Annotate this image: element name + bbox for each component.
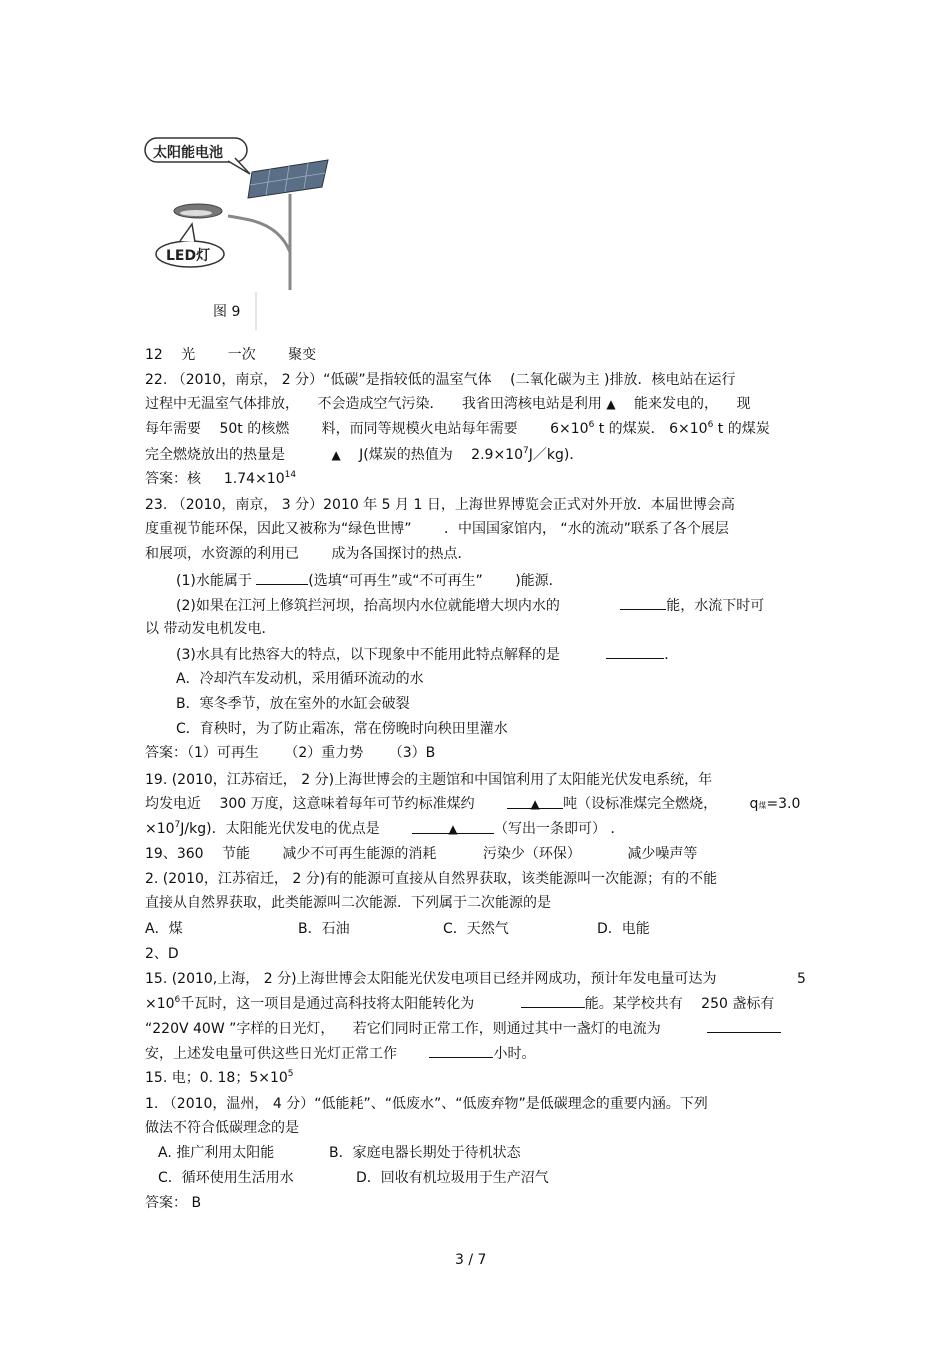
- page-number: 3 / 7: [455, 1252, 487, 1268]
- question-text: 和展项，水资源的利用已 成为各国探讨的热点．: [145, 546, 472, 562]
- question-text: 安，上述发电量可供这些日光灯正常工作 小时。: [145, 1046, 536, 1062]
- answer-line: 2、D: [145, 946, 179, 962]
- figure-caption: 图 9: [213, 304, 241, 320]
- answer-line: 19、360 节能 减少不可再生能源的消耗 污染少（环保） 减少噪声等: [145, 846, 698, 862]
- choice-option: A．冷却汽车发动机，采用循环流动的水: [176, 671, 424, 687]
- question-text: 2. (2010，江苏宿迁， 2 分)有的能源可直接从自然界获取，该类能源叫一次能源；有的不能: [145, 871, 718, 887]
- question-text: 1. （2010，温州， 4 分）“低能耗”、“低废水”、“低废弃物”是低碳理念的重要内涵。下列: [145, 1096, 708, 1112]
- choice-option: C．循环使用生活用水: [158, 1170, 294, 1186]
- question-text: 每年需要 50t 的核燃 料，而同等规模火电站每年需要 $6\times 10^6$ t 的煤炭． $6\times 10^6$ t 的煤炭: [145, 420, 770, 437]
- answer-blank: [606, 645, 664, 659]
- solar-panel-icon: [248, 160, 328, 198]
- choice-option: C．天然气: [443, 921, 509, 937]
- question-text: 完全燃烧放出的热量是 ▲ J(煤炭的热值为 $2.9\times 10^7J/kg$)．: [145, 446, 584, 463]
- question-text: 做法不符合低碳理念的是: [145, 1120, 299, 1136]
- choice-option: D．回收有机垃圾用于生产沼气: [356, 1170, 549, 1186]
- question-part: (2)如果在江河上修筑拦河坝，抬高坝内水位就能增大坝内水的 能，水流下时可: [176, 598, 765, 614]
- question-text: 15. (2010,上海， 2 分)上海世博会太阳能光伏发电项目已经并网成功，预计年发电量可达为: [145, 971, 717, 987]
- question-part: (3)水具有比热容大的特点，以下现象中不能用此特点解释的是 ．: [176, 647, 679, 663]
- choice-option: B．家庭电器长期处于待机状态: [329, 1145, 521, 1161]
- answer-triangle-icon: ▲: [606, 397, 616, 411]
- question-text: 均发电近 300 万度，这意味着每年可节约标准煤约 ▲ 吨（设标准煤完全燃烧， q煤=3.0: [145, 796, 801, 812]
- question-text: 22. （2010，南京， 2 分）“低碳”是指较低的温室气体 (二氧化碳为主 )排放．核电站在运行: [145, 372, 736, 388]
- answer-line: 答案： B: [145, 1195, 202, 1211]
- answer-line: 15. 电；0. 18；$5\times 10^5$: [145, 1069, 294, 1086]
- answer-line: 答案：（1）可再生 （2）重力势 （3）B: [145, 745, 436, 761]
- question-text: 直接从自然界获取，此类能源叫二次能源．下列属于二次能源的是: [145, 895, 551, 911]
- question-text: “220V 40W ”字样的日光灯， 若它们同时正常工作，则通过其中一盏灯的电流为: [145, 1019, 781, 1038]
- question-text: $\times 10^7J/kg$)．太阳能光伏发电的优点是 ▲ （写出一条即可） ．: [145, 820, 625, 837]
- answer-line: 答案：核 $1.74\times 10^{14}$: [145, 470, 297, 487]
- choice-option: B．寒冬季节，放在室外的水缸会破裂: [176, 696, 410, 712]
- solar-cell-label: 太阳能电池: [153, 145, 223, 161]
- answer-triangle-icon: ▲: [448, 822, 458, 836]
- answer-triangle-icon: ▲: [331, 448, 341, 462]
- question-text: $\times 10^6$千瓦时，这一项目是通过高科技将太阳能转化为 能。某学校共有 250 盏标有: [145, 995, 775, 1012]
- question-text: 19. (2010，江苏宿迁， 2 分)上海世博会的主题馆和中国馆利用了太阳能光伏发电系统，年: [145, 772, 713, 788]
- answer-blank: [256, 571, 308, 585]
- answer-line: 12 光 一次 聚变: [145, 347, 317, 363]
- led-lamp-label: LED灯: [166, 248, 211, 264]
- question-text: 23. （2010，南京， 3 分）2010 年 5 月 1 日，上海世界博览会正式对外开放．本届世博会高: [145, 497, 735, 513]
- question-text: 度重视节能环保，因此又被称为“绿色世博” ．中国国家馆内， “水的流动”联系了各个展层: [145, 521, 729, 537]
- question-text: 5: [797, 971, 806, 987]
- answer-blank: [707, 1019, 781, 1033]
- choice-option: A. 推广利用太阳能: [158, 1145, 275, 1161]
- choice-option: C．育秧时，为了防止霜冻，常在傍晚时向秧田里灌水: [176, 721, 508, 737]
- answer-blank: [620, 596, 666, 610]
- question-text: 以 带动发电机发电．: [145, 621, 276, 637]
- answer-triangle-icon: ▲: [530, 797, 540, 811]
- answer-blank: [429, 1044, 493, 1058]
- answer-blank: [521, 994, 585, 1008]
- choice-option: A．煤: [145, 921, 183, 937]
- choice-option: B．石油: [298, 921, 350, 937]
- question-text: 过程中无温室气体排放， 不会造成空气污染． 我省田湾核电站是利用 ▲ 能来发电的， 现: [145, 396, 751, 412]
- choice-option: D．电能: [597, 921, 650, 937]
- question-part: (1)水能属于 (选填“可再生”或“不可再生” )能源．: [176, 573, 563, 589]
